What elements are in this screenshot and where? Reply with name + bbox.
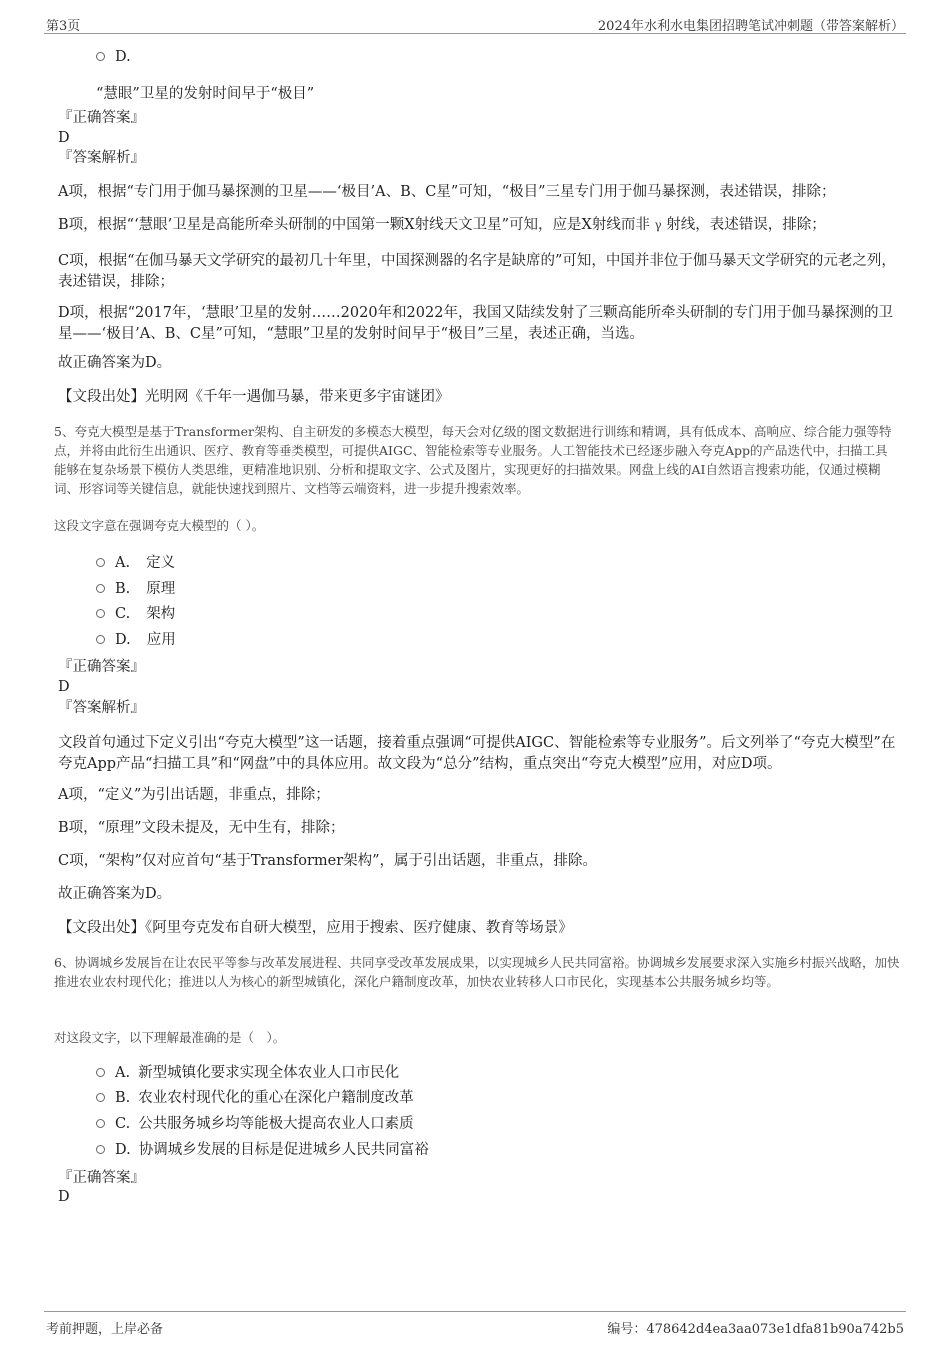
q5-stem: 5、夸克大模型是基于Transformer架构、自主研发的多模态大模型，每天会对亿级的图文数据进行训练和精调，具有低成本、高响应、综合能力强等特点，并将由此衍生出通识、医疗、教育等垂类模型，可提供AIGC、智能检索等专业服务。人工智能技术已经逐步融入夸克App的产品迭代中，扫描工具能够在复杂场景下模仿人类思维，更精准地识别、分析和提取文字、公式及图片，实现更好的扫描效果。网盘上线的AI自然语言搜索功能，仅通过模糊词、形容词等关键信息，就能快速找到照片、文档等云端资料，进一步提升搜索效率。: [54, 424, 892, 496]
option-text: 公共服务城乡均等能极大提高农业人口素质: [138, 1116, 414, 1132]
q5-answer-label: 『正确答案』: [58, 659, 145, 675]
gamma-symbol: γ: [654, 218, 662, 232]
q5-analysis-label: 『答案解析』: [58, 700, 145, 716]
q4-analysis-b: [58, 215, 908, 236]
option-text: 应用: [146, 632, 176, 648]
option-text: 协调城乡发展的目标是促进城乡人民共同富裕: [138, 1142, 429, 1158]
page-number: 第3页: [46, 19, 81, 34]
q6-option-d[interactable]: [96, 1140, 429, 1160]
q6-option-a[interactable]: [96, 1063, 399, 1083]
radio-icon[interactable]: [96, 584, 105, 593]
q6-answer-label: 『正确答案』: [58, 1170, 145, 1186]
option-letter: A.: [115, 1065, 131, 1081]
q6-answer: D: [58, 1189, 70, 1205]
option-text: 农业农村现代化的重心在深化户籍制度改革: [138, 1090, 414, 1106]
q6-stem: 6、协调城乡发展旨在让农民平等参与改革发展进程、共同享受改革发展成果，以实现城乡人民共同富裕。协调城乡发展要求深入实施乡村振兴战略，加快推进农业农村现代化；推进以人为核心的新型城镇化，深化户籍制度改革，加快农业转移人口市民化，实现基本公共服务城乡均等。: [54, 955, 900, 989]
q5-option-a[interactable]: [96, 553, 175, 573]
option-text: 原理: [146, 581, 176, 597]
radio-icon[interactable]: [96, 1145, 105, 1154]
q4-analysis-c: C项，根据“在伽马暴天文学研究的最初几十年里，中国探测器的名字是缺席的”可知，中国并非位于伽马暴天文学研究的元老之列，表述错误，排除；: [58, 253, 896, 290]
option-text: 新型城镇化要求实现全体农业人口市民化: [138, 1065, 400, 1081]
q6-option-b[interactable]: [96, 1088, 414, 1108]
option-letter: C.: [115, 1116, 131, 1132]
q5-option-c[interactable]: [96, 604, 175, 624]
q4-analysis-b-post: 射线，表述错误，排除；: [666, 217, 826, 233]
option-letter: D.: [115, 49, 131, 65]
q4-analysis-b-pre: B项，根据“‘慧眼’卫星是高能所牵头研制的中国第一颗X射线天文卫星”可知，应是X射线而非: [58, 217, 650, 233]
document-title: 2024年水利水电集团招聘笔试冲刺题（带答案解析）: [597, 19, 904, 34]
q5-option-d[interactable]: [96, 630, 176, 650]
footer-serial: 编号：478642d4ea3aa073e1dfa81b90a742b5: [607, 1322, 904, 1337]
q6-option-c[interactable]: [96, 1114, 414, 1134]
q5-analysis-intro: 文段首句通过下定义引出“夸克大模型”这一话题，接着重点强调“可提供AIGC、智能检索等专业服务”。后文列举了“夸克大模型”在夸克App产品“扫描工具”和“网盘”中的具体应用。故文段为“总分”结构，重点突出“夸克大模型”应用，对应D项。: [58, 735, 896, 772]
radio-icon[interactable]: [96, 1093, 105, 1102]
q4-analysis-label: 『答案解析』: [58, 150, 145, 166]
q5-analysis-a: A项，“定义”为引出话题，非重点，排除；: [58, 787, 330, 803]
q4-answer: D: [58, 130, 70, 146]
q4-source: 【文段出处】光明网《千年一遇伽马暴，带来更多宇宙谜团》: [58, 389, 450, 405]
option-letter: B.: [115, 1090, 131, 1106]
q4-analysis-d: D项，根据“2017年，‘慧眼’卫星的发射……2020年和2022年，我国又陆续发射了三颗高能所牵头研制的专门用于伽马暴探测的卫星——‘极目’A、B、C星”可知，“慧眼”卫星的发射时间早于“极目”三星，表述正确，当选。: [58, 305, 893, 342]
option-letter: A.: [115, 555, 131, 571]
q5-question: 这段文字意在强调夸克大模型的（ ）。: [54, 518, 265, 533]
radio-icon[interactable]: [96, 609, 105, 618]
page-header: [44, 14, 906, 34]
q4-option-d-text: “慧眼”卫星的发射时间早于“极目”: [96, 86, 315, 102]
page-footer: [44, 1311, 906, 1337]
radio-icon[interactable]: [96, 1068, 105, 1077]
option-letter: D.: [115, 1142, 131, 1158]
radio-icon[interactable]: [96, 635, 105, 644]
q4-analysis-a: A项，根据“专门用于伽马暴探测的卫星——‘极目’A、B、C星”可知，“极目”三星专门用于伽马暴探测，表述错误，排除；: [58, 184, 836, 200]
q4-answer-label: 『正确答案』: [58, 110, 145, 126]
q5-answer: D: [58, 679, 70, 695]
option-letter: B.: [115, 581, 131, 597]
q6-question: 对这段文字，以下理解最准确的是（ ）。: [54, 1030, 286, 1045]
radio-icon[interactable]: [96, 52, 105, 61]
option-text: 定义: [146, 555, 176, 571]
q5-option-b[interactable]: [96, 579, 175, 599]
option-letter: D.: [115, 632, 131, 648]
q4-conclusion: 故正确答案为D。: [58, 355, 172, 371]
q5-source: 【文段出处】《阿里夸克发布自研大模型，应用于搜索、医疗健康、教育等场景》: [58, 920, 573, 936]
q5-conclusion: 故正确答案为D。: [58, 886, 172, 902]
option-text: 架构: [146, 606, 176, 622]
footer-slogan: 考前押题，上岸必备: [46, 1322, 164, 1337]
q5-analysis-c: C项，“架构”仅对应首句“基于Transformer架构”，属于引出话题，非重点，排除。: [58, 853, 598, 869]
q4-option-d[interactable]: [96, 47, 131, 67]
q5-analysis-b: B项，“原理”文段未提及，无中生有，排除；: [58, 820, 345, 836]
radio-icon[interactable]: [96, 558, 105, 567]
option-letter: C.: [115, 606, 131, 622]
radio-icon[interactable]: [96, 1119, 105, 1128]
